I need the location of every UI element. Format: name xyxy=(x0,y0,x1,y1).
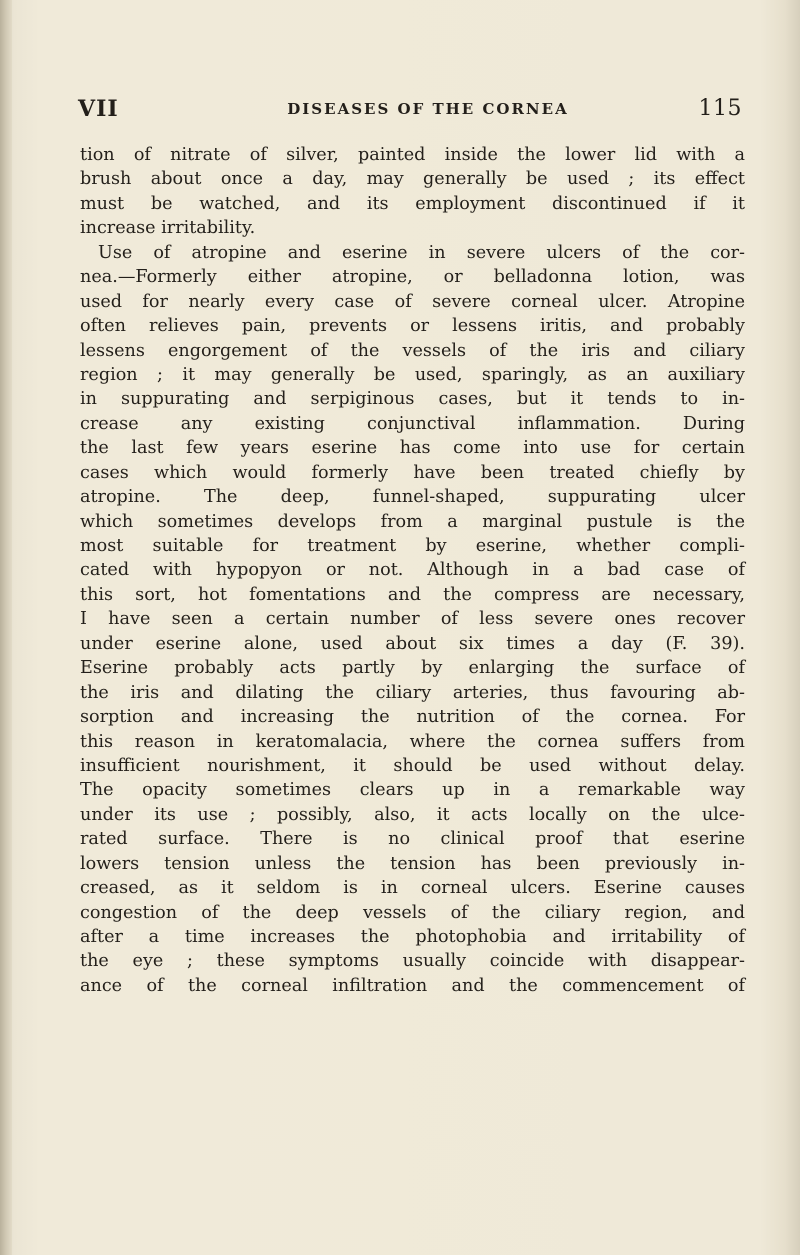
text-line: region ; it may generally be used, sparingly, as an auxiliary xyxy=(80,364,745,385)
text-line: must be watched, and its employment discontinued if it xyxy=(80,193,745,214)
text-line: insufficient nourishment, it should be used without delay. xyxy=(80,755,745,776)
text-line: the eye ; these symptoms usually coincide with disappear- xyxy=(80,951,745,972)
text-line: the last few years eserine has come into use for certain xyxy=(80,438,745,459)
text-line: tion of nitrate of silver, painted inside the lower lid with a xyxy=(80,145,745,165)
text-line: sorption and increasing the nutrition of the cornea. For xyxy=(80,707,745,728)
page-binding-edge xyxy=(0,0,12,1255)
running-head xyxy=(78,96,742,126)
text-line: crease any existing conjunctival inflammation. During xyxy=(80,413,745,434)
running-title: DISEASES OF THE CORNEA xyxy=(287,100,569,118)
text-line: rated surface. There is no clinical proof that eserine xyxy=(80,829,745,850)
text-line: which sometimes develops from a marginal pustule is the xyxy=(80,511,745,532)
text-line: this sort, hot fomentations and the compress are necessary, xyxy=(80,584,745,605)
text-line: cases which would formerly have been treated chiefly by xyxy=(80,462,745,483)
text-line: Use of atropine and eserine in severe ulcers of the cor- xyxy=(98,242,745,263)
text-line: creased, as it seldom is in corneal ulcers. Eserine causes xyxy=(80,878,745,899)
text-line: under eserine alone, used about six times a day (F. 39). xyxy=(80,633,745,654)
text-line: the iris and dilating the ciliary arteries, thus favouring ab- xyxy=(80,682,745,703)
text-line: often relieves pain, prevents or lessens iritis, and probably xyxy=(80,316,745,337)
chapter-number: VII xyxy=(78,96,119,122)
text-line: under its use ; possibly, also, it acts locally on the ulce- xyxy=(80,804,745,825)
text-line: lessens engorgement of the vessels of the iris and ciliary xyxy=(80,340,745,361)
text-line: ance of the corneal infiltration and the commencement of xyxy=(80,975,745,996)
text-line: in suppurating and serpiginous cases, but it tends to in- xyxy=(80,389,745,410)
text-line: atropine. The deep, funnel-shaped, suppurating ulcer xyxy=(80,487,745,508)
text-line: most suitable for treatment by eserine, whether compli- xyxy=(80,536,745,556)
text-line: congestion of the deep vessels of the ciliary region, and xyxy=(80,902,745,923)
text-line: brush about once a day, may generally be used ; its effect xyxy=(80,169,745,190)
text-line: used for nearly every case of severe corneal ulcer. Atropine xyxy=(80,291,745,312)
page-number: 115 xyxy=(698,96,742,121)
text-line: after a time increases the photophobia and irritability of xyxy=(80,927,745,947)
body-text xyxy=(80,143,745,998)
text-line: I have seen a certain number of less severe ones recover xyxy=(80,609,745,630)
text-line: nea.—Formerly either atropine, or belladonna lotion, was xyxy=(80,267,745,288)
text-line: lowers tension unless the tension has been previously in- xyxy=(80,853,745,874)
text-line: increase irritability. xyxy=(80,218,256,239)
text-line: Eserine probably acts partly by enlarging the surface of xyxy=(80,658,745,679)
text-line: cated with hypopyon or not. Although in a bad case of xyxy=(80,560,745,581)
text-line: The opacity sometimes clears up in a remarkable way xyxy=(80,780,745,801)
text-line: this reason in keratomalacia, where the cornea suffers from xyxy=(80,731,745,752)
